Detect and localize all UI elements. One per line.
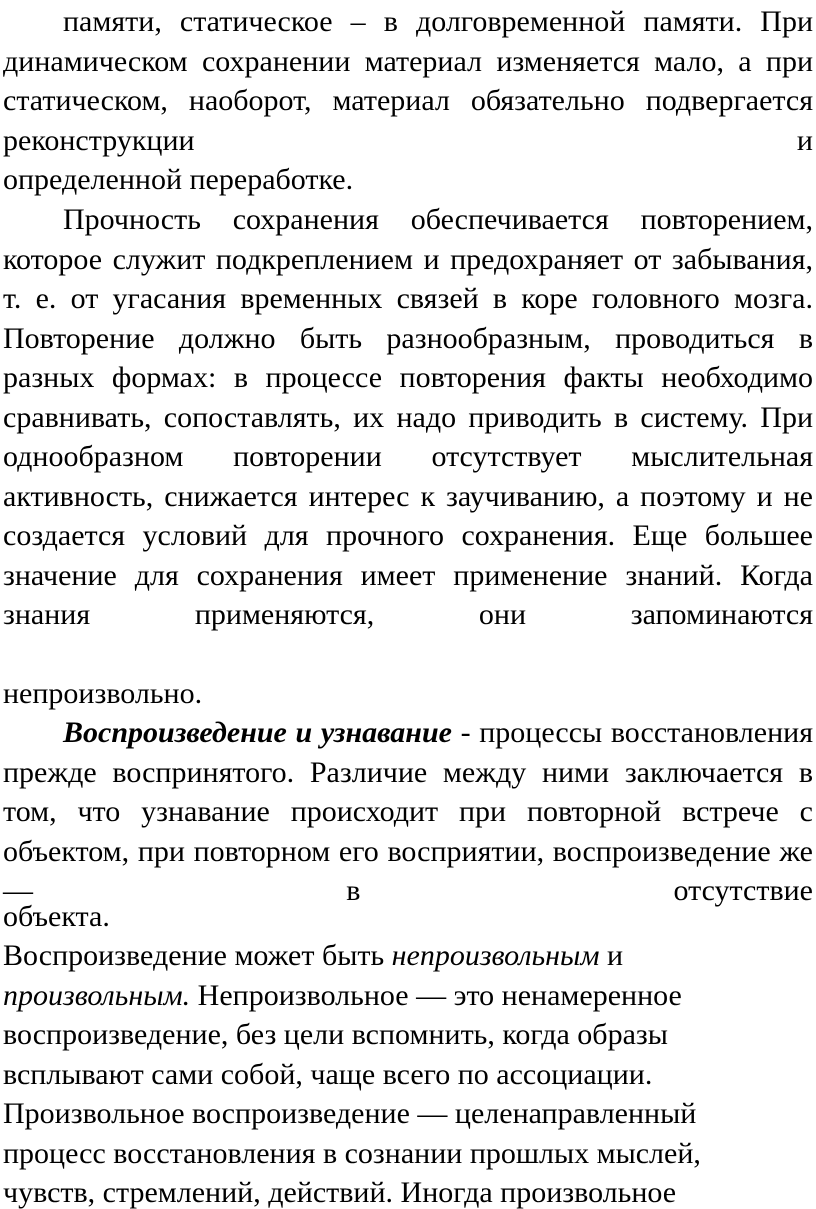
paragraph-memory-storage-last-line: определенной переработке.	[3, 163, 354, 196]
term-involuntary: непроизвольным	[391, 939, 600, 972]
text-line: произвольным. Непроизвольное — это ненамеренное	[3, 978, 682, 1012]
paragraph-retention	[3, 200, 813, 635]
text-line: процесс восстановления в сознании прошлых мыслей,	[3, 1136, 701, 1170]
text-line: чувств, стремлений, действий. Иногда произвольное	[3, 1176, 677, 1209]
paragraph-retention-text: Прочность сохранения обеспечивается повторением, которое служит подкреплением и предохраняет от забывания, т. е. от угасания временных связей в коре головного мозга. Повторение должно быть разнообразным, проводиться в разных формах: в процессе повторения факты необходимо сравнивать, сопоставлять, их надо приводить в систему. При однообразном повторении отсутствует мыслительная активность, снижается интерес к заучиванию, а поэтому и не создается условий для прочного сохранения. Еще большее значение для сохранения имеет применение знаний. Когда знания применяются, они запоминаются	[3, 203, 813, 631]
paragraph-memory-storage-text: памяти, статическое – в долговременной памяти. При динамическом сохранении материал изменяется мало, а при статическом, наоборот, материал обязательно подвергается реконструкции и	[3, 5, 813, 157]
paragraph-reproduction-types	[3, 936, 813, 1209]
paragraph-memory-storage	[3, 2, 813, 160]
paragraph-retention-last-line: непроизвольно.	[3, 677, 203, 710]
term-voluntary: произвольным.	[3, 978, 191, 1012]
term-recall-recognition: Воспроизведение и узнавание	[63, 716, 452, 749]
text-line: Воспроизведение может быть непроизвольным и	[3, 939, 624, 972]
paragraph-recall-last-line: объекта.	[3, 900, 110, 933]
text-line: Произвольное воспроизведение — целенаправленный	[3, 1097, 697, 1130]
text-line: всплывают сами собой, чаще всего по ассоциации.	[3, 1057, 653, 1091]
recall-recognition-definition: - процессы восстановления прежде воспринятого. Различие между ними заключается в том, что узнавание происходит при повторной встрече с объектом, при повторном его восприятии, воспроизведение же — в отсутствие	[3, 716, 813, 907]
paragraph-recall-recognition-text	[3, 713, 813, 911]
paragraph-recall-recognition	[3, 713, 813, 911]
text-line: воспроизведение, без цели вспомнить, когда образы	[3, 1018, 668, 1051]
